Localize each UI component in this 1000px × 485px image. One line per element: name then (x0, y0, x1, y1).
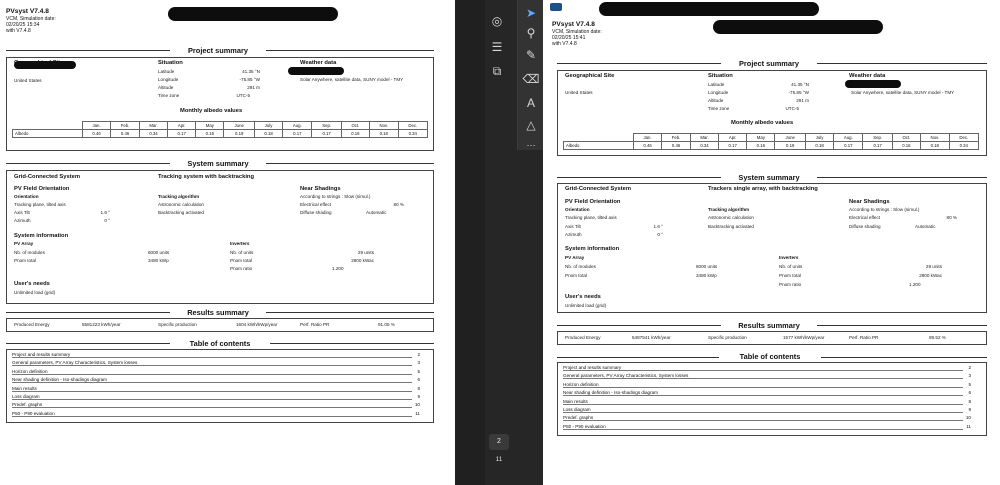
toc-entry-label: Project and results summary (563, 365, 622, 370)
albedo-month-header: Apr. (168, 122, 196, 130)
timezone-label: Time zone (158, 93, 180, 98)
tracking-algo-label: Tracking algorithm (708, 207, 750, 212)
inv-units-label: Nb. of units (779, 264, 803, 269)
albedo-value: 0.17 (312, 130, 341, 138)
toc-entry[interactable] (12, 411, 420, 418)
albedo-value: 0.16 (747, 142, 775, 150)
pv-array-label: PV Array (14, 241, 34, 246)
albedo-month-header: Nov. (369, 122, 398, 130)
inv-units-label: Nb. of units (230, 250, 254, 255)
results-summary-title: Results summary (170, 308, 266, 317)
longitude-label: Longitude (708, 90, 729, 95)
longitude-value: -75.85 °W (239, 77, 260, 82)
geo-site-label: Geographical Site (565, 73, 615, 79)
toc-entry[interactable] (563, 424, 971, 431)
diffuse-shading-label: Diffuse shading (849, 224, 881, 229)
toc-entry[interactable] (563, 399, 971, 406)
tracking-system-label: Tracking system with backtracking (158, 174, 255, 180)
specific-production-label: Specific production (708, 335, 747, 340)
toc-entry-label: Predef. graphs (563, 415, 594, 421)
albedo-title: Monthly albedo values (180, 108, 243, 114)
redaction-bar (168, 7, 338, 21)
toc-leader-line (12, 357, 412, 358)
backtracking: Backtracking activated (158, 210, 204, 215)
country: United States (565, 90, 593, 95)
astro-calc: Astronomic calculation (158, 202, 204, 207)
toc-leader-line (12, 365, 412, 366)
sim-meta-2: 02/20/25 15:41 (552, 35, 586, 41)
albedo-month-header: Dec. (398, 122, 427, 130)
modules-label: Nb. of modules (14, 250, 45, 255)
zoom-icon[interactable]: ⚲ (526, 26, 536, 40)
modules-label: Nb. of modules (565, 264, 596, 269)
shapes-icon[interactable]: △ (526, 118, 536, 132)
albedo-value: 0.19 (775, 142, 806, 150)
albedo-month-header: Dec. (949, 134, 978, 142)
tracking-algo-label: Tracking algorithm (158, 194, 200, 199)
toc-entry-label: P50 - P90 evaluation (12, 410, 55, 416)
toc-entry-label: Project and results summary (12, 352, 71, 357)
toc-entry-page: 3 (968, 373, 971, 379)
toc-entry[interactable] (563, 390, 971, 397)
produced-energy-label: Produced Energy (565, 335, 601, 340)
axis-tilt-label: Axis Tilt (14, 210, 30, 215)
toc-title: Table of contents (719, 352, 821, 361)
results-summary-box (6, 318, 434, 332)
viewer-gutter (455, 0, 485, 485)
weather-label: Weather data (300, 60, 337, 66)
copilot-icon[interactable]: ◎ (491, 14, 503, 28)
toc-entry-label: Loss diagram (12, 394, 40, 399)
latitude-label: Latitude (708, 82, 725, 87)
albedo-value: 0.34 (139, 130, 167, 138)
pnom-ratio-value: 1.200 (332, 266, 344, 271)
toc-leader-line (563, 378, 963, 379)
pnom-ratio-value: 1.200 (909, 282, 921, 287)
shading-strings: According to strings : Slow (simul.) (300, 194, 371, 199)
albedo-month-header: Jan. (83, 122, 111, 130)
electrical-effect-value: 80 % (946, 215, 957, 220)
albedo-row-label: Albedo (564, 142, 634, 150)
albedo-month-header: June (224, 122, 255, 130)
azimuth-value: 0 ° (104, 218, 110, 223)
inv-pnom-value: 2900 kWac (919, 273, 942, 278)
draw-icon[interactable]: ✎ (525, 48, 537, 62)
toc-entry-page: 2 (968, 365, 971, 370)
toc-entry[interactable] (563, 373, 971, 380)
current-page-badge[interactable]: 2 (489, 434, 509, 450)
near-shadings-label: Near Shadings (300, 186, 341, 192)
toc-entry-label: Near shading definition - Iso-shadings diagram (563, 390, 658, 396)
system-info-label: System information (14, 233, 69, 239)
altitude-value: 291 m (247, 85, 260, 90)
near-shadings-label: Near Shadings (849, 199, 890, 205)
bookmark-icon[interactable]: ☰ (491, 40, 503, 54)
weather-source: Solar Anywhere, satellite data, SUNY model - TMY (851, 90, 955, 95)
toc-entry-page: 5 (968, 381, 971, 387)
logo-icon (550, 3, 562, 11)
albedo-month-header: Aug. (283, 122, 312, 130)
toc-entry[interactable] (563, 365, 971, 372)
azimuth-label: Azimuth (565, 232, 582, 237)
toc-leader-line (12, 374, 412, 375)
system-summary-box (557, 183, 987, 313)
albedo-value: 0.17 (863, 142, 892, 150)
perf-ratio-label: Perf. Ratio PR (849, 335, 879, 340)
altitude-label: Altitude (158, 85, 174, 90)
situation-label: Situation (158, 60, 183, 66)
inv-pnom-value: 2900 kWac (351, 258, 374, 263)
toc-entry[interactable] (12, 377, 420, 384)
toc-entry-label: General parameters, PV Array Characteristics, System losses (12, 360, 138, 366)
albedo-value: 0.18 (369, 130, 398, 138)
specific-production-value: 1604 kWh/kWp/year (236, 322, 278, 327)
perf-ratio-value: 89.52 % (929, 335, 946, 340)
results-summary-box (557, 331, 987, 345)
toc-leader-line (563, 404, 963, 405)
albedo-month-header: May (196, 122, 224, 130)
redaction-bar (288, 67, 344, 75)
pv-field-label: PV Field Orientation (565, 199, 621, 205)
albedo-value: 0.17 (719, 142, 747, 150)
tracking-system-label: Trackers single array, with backtracking (708, 186, 818, 192)
azimuth-value: 0 ° (657, 232, 663, 237)
axis-tilt-label: Axis Tilt (565, 224, 581, 229)
toc-entry[interactable] (12, 394, 420, 401)
specific-production-value: 1577 kWh/kWp/year (783, 335, 825, 340)
albedo-month-header: Feb. (662, 134, 691, 142)
longitude-label: Longitude (158, 77, 179, 82)
annotation-toolbar (517, 0, 543, 150)
unlimited-load: Unlimited load (grid) (14, 290, 56, 295)
orientation-value: Tracking plane, tilted axis (565, 215, 617, 220)
albedo-value-row (564, 142, 979, 150)
situation-label: Situation (708, 73, 733, 79)
toc-entry-label: Predef. graphs (12, 402, 43, 408)
select-icon[interactable]: ➤ (525, 6, 537, 20)
toc-leader-line (563, 395, 963, 396)
toc-entry-page: 6 (417, 377, 420, 383)
inverters-label: Inverters (230, 241, 250, 246)
toc-entry-page: 3 (417, 360, 420, 366)
toc-entry-page: 8 (968, 398, 971, 404)
toc-entry-label: General parameters, PV Array Characteristics, System losses (563, 373, 689, 379)
toc-entry[interactable] (12, 369, 420, 376)
toc-entry-page: 11 (415, 410, 420, 416)
albedo-month-header: June (775, 134, 806, 142)
redaction-bar (713, 20, 883, 34)
modules-value: 6000 units (696, 264, 718, 269)
pnom-label: Pnom total (565, 273, 587, 278)
albedo-value: 0.46 (662, 142, 691, 150)
albedo-value: 0.17 (834, 142, 863, 150)
albedo-month-header: Sep. (863, 134, 892, 142)
toc-entry-page: 9 (417, 394, 420, 399)
albedo-value: 0.18 (254, 130, 282, 138)
unlimited-load: Unlimited load (grid) (565, 303, 607, 308)
project-summary-title: Project summary (170, 46, 266, 55)
altitude-value: 291 m (796, 98, 809, 103)
produced-energy-value: 5581223 kWh/year (82, 322, 121, 327)
latitude-label: Latitude (158, 69, 175, 74)
toc-leader-line (12, 407, 412, 408)
toc-entry-page: 10 (965, 415, 971, 421)
albedo-month-header: Nov. (920, 134, 949, 142)
albedo-value: 0.18 (920, 142, 949, 150)
users-needs-label: User's needs (565, 294, 601, 300)
system-summary-title: System summary (721, 173, 817, 182)
albedo-value: 0.46 (634, 142, 662, 150)
toc-entry[interactable] (563, 415, 971, 422)
albedo-value: 0.16 (196, 130, 224, 138)
toc-entry-label: Horizon definition (563, 381, 599, 387)
axis-tilt-value: 1.6 ° (100, 210, 110, 215)
albedo-month-header: Feb. (111, 122, 140, 130)
pnom-label: Pnom total (14, 258, 36, 263)
toc-entry-label: Main results (563, 398, 588, 404)
produced-energy-label: Produced Energy (14, 322, 50, 327)
text-icon[interactable]: A (526, 96, 535, 110)
inv-pnom-label: Pnom total (779, 273, 801, 278)
toc-entry-label: Loss diagram (563, 407, 591, 412)
toc-title: Table of contents (170, 339, 270, 348)
albedo-table (12, 121, 428, 138)
albedo-month-header: Mar. (690, 134, 718, 142)
weather-label: Weather data (849, 73, 886, 79)
sim-meta-2: 02/20/25 15:34 (6, 22, 40, 28)
inv-units-value: 29 units (925, 264, 942, 269)
app-version: PVsyst V7.4.8 (6, 8, 49, 15)
grid-connected-label: Grid-Connected System (14, 174, 81, 180)
toc-entry-page: 2 (417, 352, 420, 357)
backtracking: Backtracking activated (708, 224, 754, 229)
grid-connected-label: Grid-Connected System (565, 186, 632, 192)
toc-leader-line (563, 370, 963, 371)
albedo-month-header: Mar. (139, 122, 167, 130)
toc-leader-line (563, 387, 963, 388)
albedo-value: 0.34 (398, 130, 427, 138)
perf-ratio-value: 91.05 % (378, 322, 395, 327)
system-summary-title: System summary (170, 159, 266, 168)
diffuse-shading-value: Automatic (915, 224, 936, 229)
more-icon[interactable]: ⋯ (526, 140, 536, 150)
geo-site-label: Geographical Site (14, 60, 64, 66)
latitude-value: 41.35 °N (791, 82, 809, 87)
albedo-value: 0.16 (892, 142, 920, 150)
modules-value: 6000 units (148, 250, 170, 255)
pnom-value: 3480 kWp (696, 273, 717, 278)
toc-entry[interactable] (12, 386, 420, 393)
albedo-month-header: Apr. (719, 134, 747, 142)
pv-array-label: PV Array (565, 255, 585, 260)
albedo-value: 0.46 (83, 130, 111, 138)
albedo-month-header: Sep. (312, 122, 341, 130)
toc-entry-page: 10 (414, 402, 420, 408)
albedo-month-header: Oct. (341, 122, 369, 130)
shading-strings: According to strings : Slow (simul.) (849, 207, 920, 212)
astro-calc: Astronomic calculation (708, 215, 754, 220)
albedo-month-header: Oct. (892, 134, 920, 142)
results-summary-title: Results summary (721, 321, 817, 330)
users-needs-label: User's needs (14, 281, 50, 287)
albedo-value: 0.18 (805, 142, 833, 150)
azimuth-label: Azimuth (14, 218, 31, 223)
toc-entry-label: Main results (12, 385, 37, 391)
sim-meta-1: VCM, Simulation date: (6, 16, 56, 22)
page-count: 11 (495, 456, 503, 463)
electrical-effect-value: 80 % (393, 202, 404, 207)
pages-icon[interactable]: ⧉ (492, 64, 502, 78)
toc-entry[interactable] (563, 382, 971, 389)
toc-entry-page: 6 (968, 390, 971, 396)
sim-meta-1: VCM, Simulation date: (552, 29, 602, 35)
orientation-label: Orientation (565, 207, 590, 212)
electrical-effect-label: Electrical effect (300, 202, 332, 207)
sim-meta-3: with V7.4.8 (6, 28, 31, 34)
altitude-label: Altitude (708, 98, 724, 103)
timezone-label: Time zone (708, 106, 730, 111)
albedo-month-header: May (747, 134, 775, 142)
albedo-title: Monthly albedo values (731, 120, 794, 126)
erase-icon[interactable]: ⌫ (522, 72, 540, 86)
albedo-value: 0.34 (949, 142, 978, 150)
albedo-header-row (13, 122, 428, 130)
albedo-month-header: July (805, 134, 833, 142)
pnom-ratio-label: Pnom ratio (230, 266, 253, 271)
toc-entry[interactable] (12, 402, 420, 409)
toc-entry-label: Horizon definition (12, 368, 48, 374)
toc-entry[interactable] (563, 407, 971, 414)
diffuse-shading-label: Diffuse shading (300, 210, 332, 215)
timezone-value: UTC-5 (236, 93, 250, 98)
app-version: PVsyst V7.4.8 (552, 21, 595, 28)
produced-energy-value: 5487541 kWh/year (632, 335, 671, 340)
redaction-bar (599, 2, 819, 16)
orientation-value: Tracking plane, tilted axis (14, 202, 66, 207)
albedo-table (563, 133, 979, 150)
albedo-value: 0.16 (341, 130, 369, 138)
pnom-value: 3480 kWp (148, 258, 169, 263)
specific-production-label: Specific production (158, 322, 197, 327)
inverters-label: Inverters (779, 255, 799, 260)
axis-tilt-value: 1.6 ° (653, 224, 663, 229)
report-page-right (543, 0, 1000, 485)
system-summary-box (6, 170, 434, 304)
system-info-label: System information (565, 246, 620, 252)
longitude-value: -75.85 °W (788, 90, 809, 95)
toc-entry-page: 8 (417, 385, 420, 391)
toc-entry[interactable] (12, 360, 420, 367)
albedo-value: 0.17 (283, 130, 312, 138)
albedo-header-row (564, 134, 979, 142)
sim-meta-3: with V7.4.8 (552, 41, 577, 47)
albedo-value: 0.34 (690, 142, 718, 150)
toc-entry-label: Near shading definition - Iso-shadings diagram (12, 377, 107, 383)
albedo-month-header: July (254, 122, 282, 130)
toc-leader-line (12, 391, 412, 392)
inv-pnom-label: Pnom total (230, 258, 252, 263)
albedo-month-header: Aug. (834, 134, 863, 142)
country: United States (14, 78, 42, 83)
latitude-value: 41.35 °N (242, 69, 260, 74)
redaction-bar (845, 80, 901, 88)
pv-field-label: PV Field Orientation (14, 186, 70, 192)
toc-entry-label: P50 - P90 evaluation (563, 423, 606, 429)
electrical-effect-label: Electrical effect (849, 215, 881, 220)
toc-leader-line (12, 416, 412, 417)
albedo-value-row (13, 130, 428, 138)
albedo-value: 0.17 (168, 130, 196, 138)
perf-ratio-label: Perf. Ratio PR (300, 322, 330, 327)
orientation-label: Orientation (14, 194, 39, 199)
diffuse-shading-value: Automatic (366, 210, 387, 215)
toc-entry-page: 5 (417, 368, 420, 374)
albedo-row-label: Albedo (13, 130, 83, 138)
pnom-ratio-label: Pnom ratio (779, 282, 802, 287)
toc-leader-line (563, 412, 963, 413)
report-page-left (0, 0, 455, 485)
inv-units-value: 29 units (357, 250, 374, 255)
albedo-month-header: Jan. (634, 134, 662, 142)
toc-entry-page: 11 (966, 423, 971, 429)
toc-leader-line (563, 429, 963, 430)
project-summary-title: Project summary (721, 59, 817, 68)
toc-entry[interactable] (12, 352, 420, 359)
weather-source: Solar Anywhere, satellite data, SUNY model - TMY (300, 77, 404, 82)
albedo-value: 0.19 (224, 130, 255, 138)
toc-leader-line (12, 382, 412, 383)
albedo-value: 0.46 (111, 130, 140, 138)
timezone-value: UTC-5 (785, 106, 799, 111)
toc-leader-line (12, 399, 412, 400)
toc-entry-page: 9 (968, 407, 971, 412)
toc-leader-line (563, 420, 963, 421)
